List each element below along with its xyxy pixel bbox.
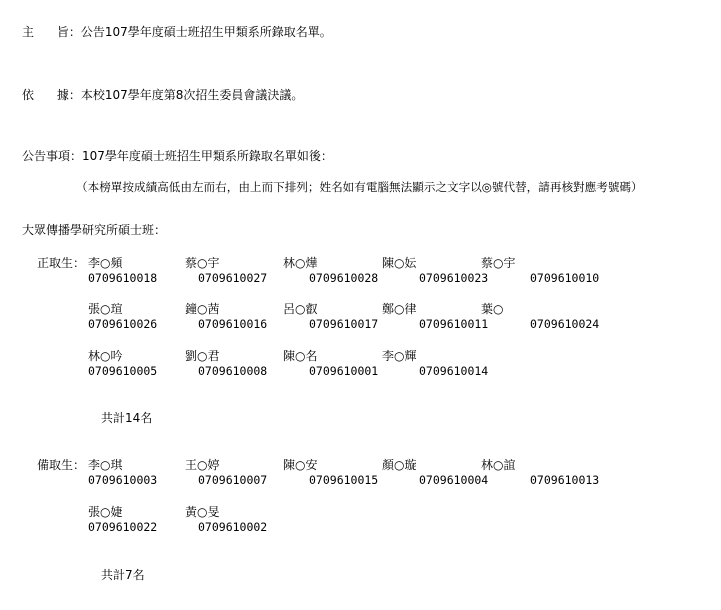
candidate-name: 蔡○宇 [481, 256, 516, 270]
candidate-id: 0709610024 [530, 317, 600, 331]
candidate-name: 鐘○茜 [185, 302, 220, 316]
waitlist-total: 共計7名 [101, 568, 145, 582]
candidate-name: 陳○名 [283, 349, 318, 363]
subject-line [22, 26, 332, 38]
candidate-name: 陳○安 [283, 458, 318, 472]
candidate-name: 黃○旻 [185, 505, 220, 519]
candidate-id: 0709610017 [309, 317, 379, 331]
candidate-id: 0709610013 [530, 473, 600, 487]
department-title: 大眾傳播學研究所碩士班： [22, 223, 167, 237]
notice-text: 107學年度碩士班招生甲類系所錄取名單如後： [82, 149, 333, 163]
basis-label-b: 據： [56, 88, 81, 102]
candidate-id: 0709610008 [198, 364, 268, 378]
candidate-id: 0709610011 [419, 317, 489, 331]
candidate-name: 李○琪 [88, 458, 123, 472]
candidate-name: 蔡○宇 [185, 256, 220, 270]
subject-label-b: 旨： [56, 25, 81, 39]
notice-note: （本榜單按成績高低由左而右，由上而下排列；姓名如有電腦無法顯示之文字以◎號代替，請再核對應考號碼） [76, 180, 643, 194]
candidate-name: 林○誼 [481, 458, 516, 472]
waitlist-label: 備取生： [37, 458, 86, 472]
candidate-id: 0709610005 [88, 364, 158, 378]
candidate-name: 李○輝 [382, 349, 417, 363]
notice-line [22, 150, 333, 162]
candidate-id: 0709610002 [198, 520, 268, 534]
notice-label: 公告事項： [22, 149, 83, 163]
candidate-id: 0709610001 [309, 364, 379, 378]
basis-text: 本校107學年度第8次招生委員會議決議。 [80, 88, 304, 102]
candidate-name: 顏○璇 [382, 458, 417, 472]
admitted-total: 共計14名 [101, 411, 153, 425]
candidate-id: 0709610015 [309, 473, 379, 487]
candidate-name: 呂○叡 [283, 302, 318, 316]
candidate-name: 張○婕 [88, 505, 123, 519]
candidate-id: 0709610018 [88, 271, 158, 285]
candidate-id: 0709610010 [530, 271, 600, 285]
candidate-name: 葉○ [481, 302, 504, 316]
basis-label-a: 依 [22, 88, 35, 102]
candidate-id: 0709610027 [198, 271, 268, 285]
candidate-name: 劉○君 [185, 349, 220, 363]
candidate-id: 0709610016 [198, 317, 268, 331]
candidate-id: 0709610014 [419, 364, 489, 378]
admitted-label: 正取生： [37, 256, 86, 270]
candidate-id: 0709610007 [198, 473, 268, 487]
candidate-id: 0709610022 [88, 520, 158, 534]
candidate-id: 0709610026 [88, 317, 158, 331]
candidate-name: 林○燁 [283, 256, 318, 270]
subject-label-a: 主 [22, 25, 35, 39]
candidate-name: 陳○妘 [382, 256, 417, 270]
candidate-id: 0709610003 [88, 473, 158, 487]
candidate-id: 0709610004 [419, 473, 489, 487]
candidate-name: 王○婷 [185, 458, 220, 472]
candidate-name: 李○頻 [88, 256, 123, 270]
candidate-id: 0709610028 [309, 271, 379, 285]
candidate-name: 張○瑄 [88, 302, 123, 316]
basis-line [22, 89, 303, 101]
candidate-name: 林○吟 [88, 349, 123, 363]
subject-text: 公告107學年度碩士班招生甲類系所錄取名單。 [80, 25, 332, 39]
candidate-id: 0709610023 [419, 271, 489, 285]
candidate-name: 鄭○律 [382, 302, 417, 316]
